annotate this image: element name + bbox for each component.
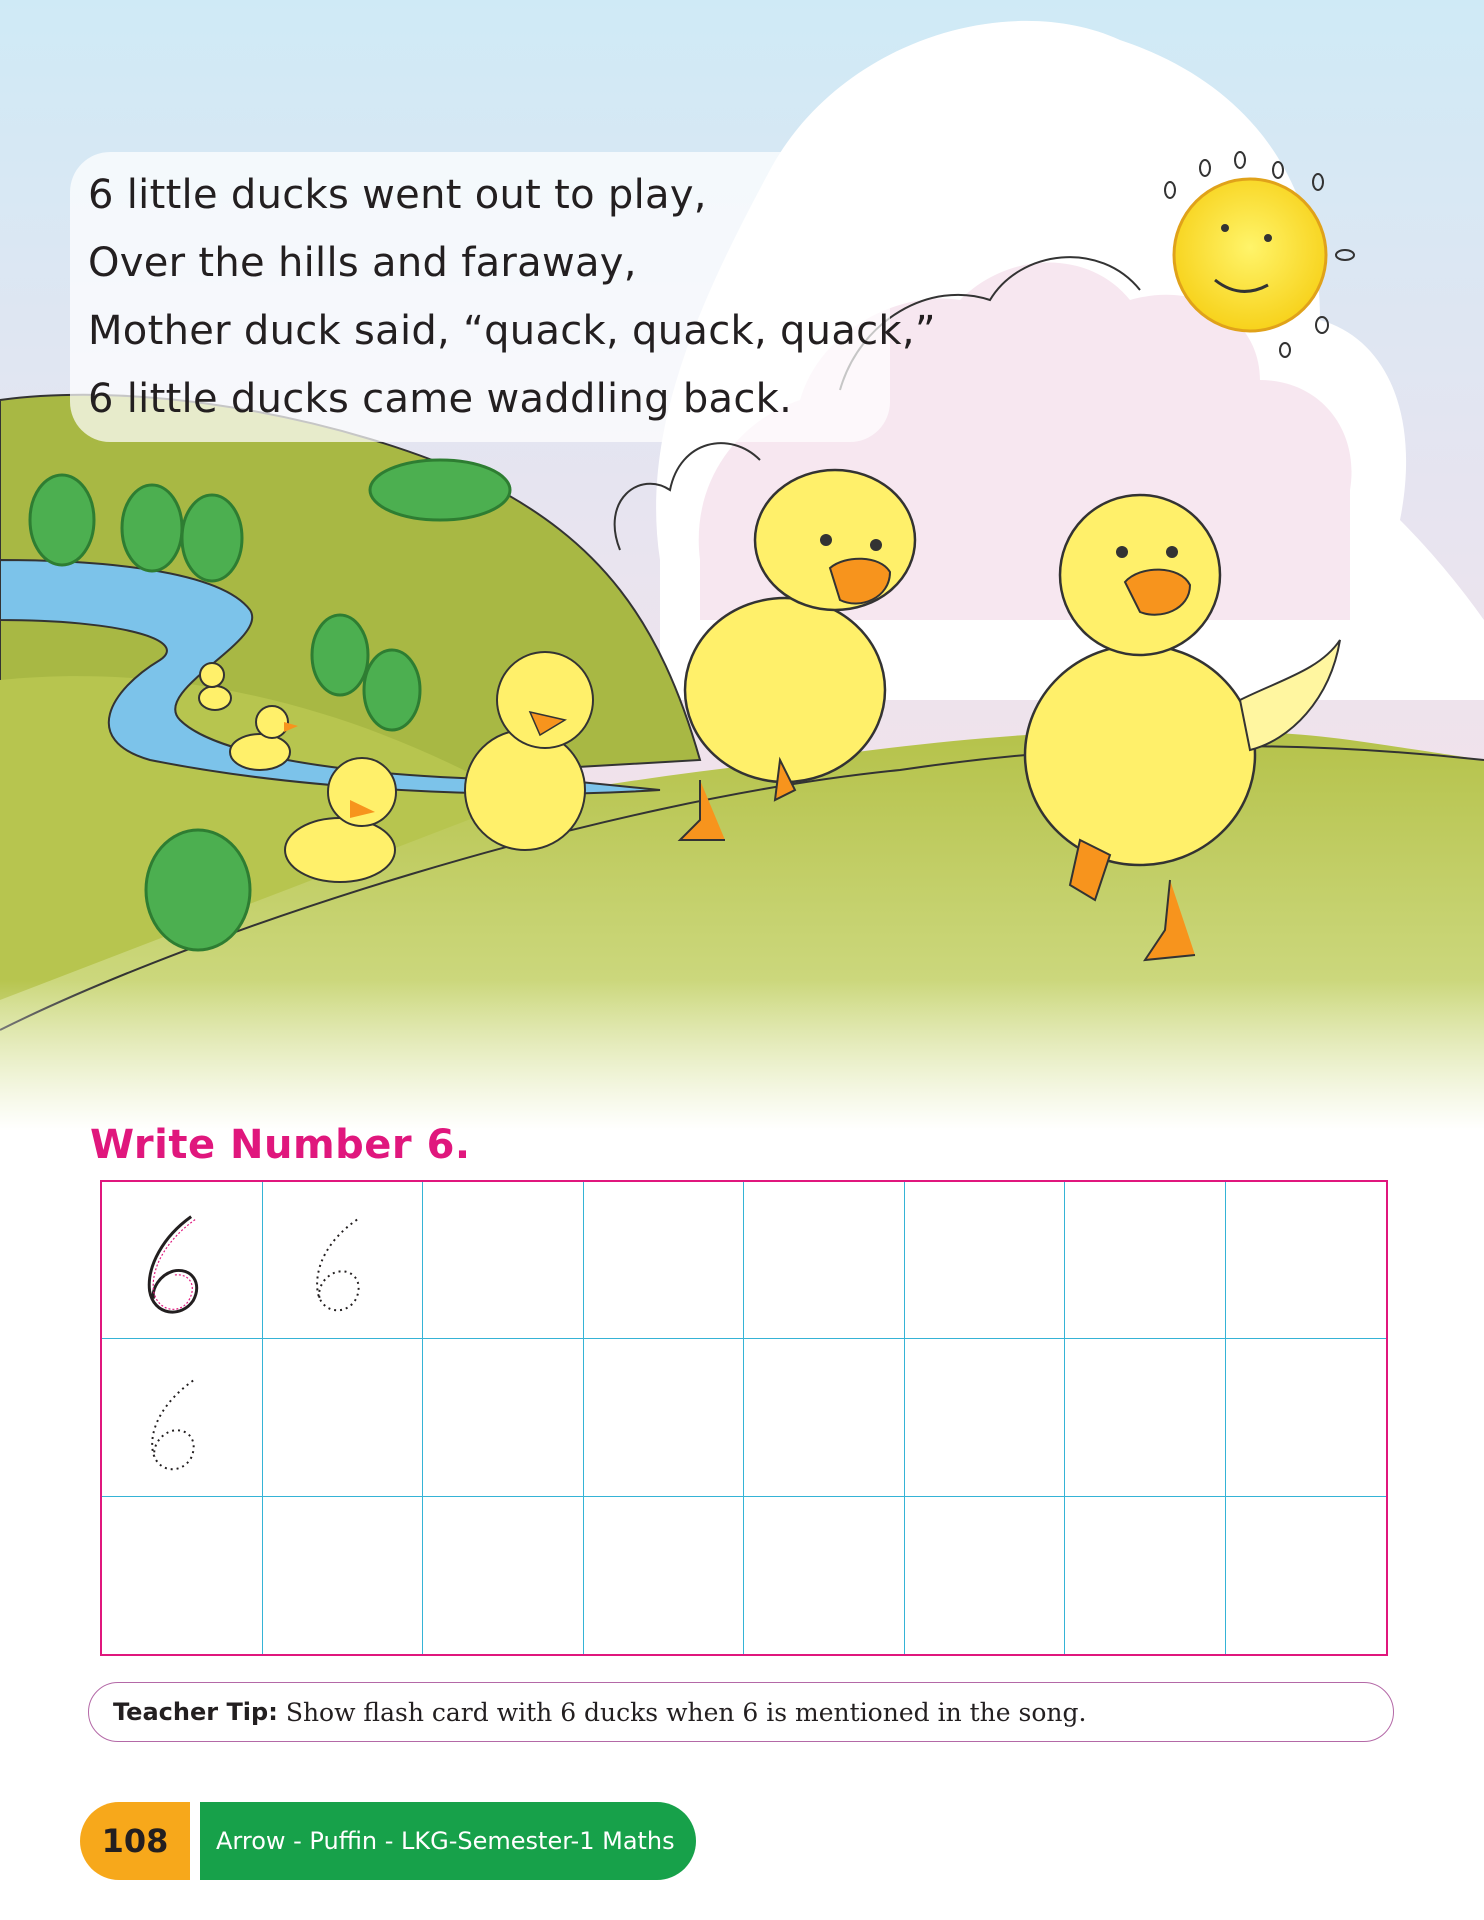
grid-cell-trace[interactable] [263, 1182, 424, 1339]
grid-cell[interactable] [905, 1182, 1066, 1339]
trace-digit-6 [263, 1182, 423, 1338]
grid-cell[interactable] [744, 1339, 905, 1496]
teacher-tip-label: Teacher Tip: [113, 1698, 278, 1726]
grid-cell[interactable] [1065, 1182, 1226, 1339]
grid-cell-trace[interactable] [102, 1339, 263, 1496]
grid-cell[interactable] [102, 1497, 263, 1654]
grid-cell[interactable] [1065, 1339, 1226, 1496]
grid-cell[interactable] [1226, 1497, 1387, 1654]
grid-cell[interactable] [905, 1497, 1066, 1654]
writing-grid [100, 1180, 1388, 1656]
trace-digit-6 [102, 1339, 262, 1495]
grid-cell-sample [102, 1182, 263, 1339]
poem-line-3: Mother duck said, “quack, quack, quack,” [88, 308, 936, 354]
grid-cell[interactable] [263, 1497, 424, 1654]
sample-digit-6 [102, 1182, 262, 1338]
grid-cell[interactable] [423, 1339, 584, 1496]
grid-cell[interactable] [423, 1497, 584, 1654]
grid-cell[interactable] [744, 1497, 905, 1654]
grid-cell[interactable] [584, 1497, 745, 1654]
teacher-tip-box [88, 1682, 1394, 1742]
grid-cell[interactable] [1226, 1339, 1387, 1496]
grid-cell[interactable] [423, 1182, 584, 1339]
exercise-heading: Write Number 6. [90, 1122, 471, 1168]
poem-line-4: 6 little ducks came waddling back. [88, 376, 793, 422]
poem-line-2: Over the hills and faraway, [88, 240, 637, 286]
grid-cell[interactable] [905, 1339, 1066, 1496]
page-number: 108 [80, 1802, 190, 1880]
grid-cell[interactable] [744, 1182, 905, 1339]
book-title: Arrow - Puffin - LKG-Semester-1 Maths [200, 1802, 696, 1880]
grid-cell[interactable] [1226, 1182, 1387, 1339]
grid-cell[interactable] [263, 1339, 424, 1496]
grid-cell[interactable] [584, 1182, 745, 1339]
grid-cell[interactable] [1065, 1497, 1226, 1654]
poem-line-1: 6 little ducks went out to play, [88, 172, 707, 218]
grid-cell[interactable] [584, 1339, 745, 1496]
teacher-tip-text: Show flash card with 6 ducks when 6 is mentioned in the song. [285, 1697, 1087, 1727]
